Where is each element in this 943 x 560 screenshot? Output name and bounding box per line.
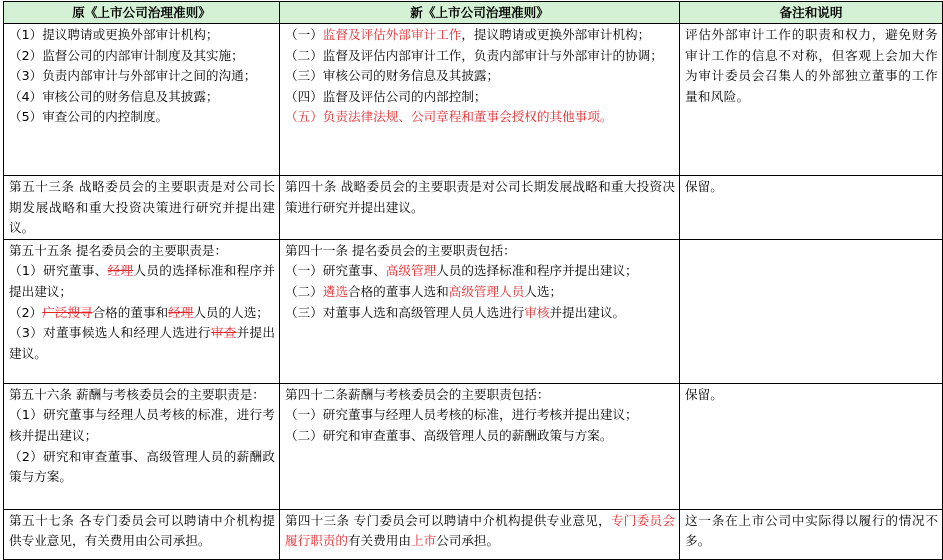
text: ，提议聘请或更换外部审计机构； bbox=[461, 27, 651, 42]
text: 有关费用由 bbox=[347, 533, 411, 549]
added-text: 高级管理人员 bbox=[448, 283, 525, 299]
new-line: （二）监督及评估内部审计工作，负责内部审计与外部审计的协调； bbox=[285, 47, 663, 63]
new-cell bbox=[280, 509, 680, 559]
header-row bbox=[4, 2, 943, 24]
old-line: （4）审核公司的财务信息及其披露； bbox=[9, 88, 219, 104]
header-new-rules: 新《上市公司治理准则》 bbox=[280, 2, 680, 24]
added-text: 审核 bbox=[524, 304, 550, 320]
text: 人选； bbox=[524, 283, 563, 299]
old-line bbox=[9, 323, 275, 364]
new-line: （四）监督及评估公司的内部控制； bbox=[285, 88, 487, 104]
old-line bbox=[9, 303, 275, 324]
text: （2） bbox=[9, 304, 43, 320]
old-line: （5）审查公司的内控制度。 bbox=[9, 109, 169, 125]
old-cell: 第五十三条 战略委员会的主要职责是对公司长期发展战略和重大投资决策进行研究并提出建议。 bbox=[4, 176, 280, 240]
text: 人员的选择标准和程序并提出建议； bbox=[9, 263, 276, 299]
text: （三）对董事人选和高级管理人员人选进行 bbox=[285, 304, 525, 320]
text: 公司承担。 bbox=[436, 533, 500, 549]
new-cell: 第四十条 战略委员会的主要职责是对公司长期发展战略和重大投资决策进行研究并提出建议。 bbox=[280, 176, 680, 240]
notes-cell: 保留。 bbox=[680, 383, 943, 509]
old-cell: 第五十七条 各专门委员会可以聘请中介机构提供专业意见，有关费用由公司承担。 bbox=[4, 509, 280, 559]
new-line: 第四十二条薪酬与考核委员会的主要职责包括： bbox=[285, 386, 550, 402]
text: 人员的人选； bbox=[193, 304, 269, 320]
new-line: （一）研究董事与经理人员考核的标准，进行考核并提出建议； bbox=[285, 407, 638, 423]
added-text: （五）负责法律法规、公司章程和董事会授权的其他事项。 bbox=[285, 109, 613, 125]
old-cell bbox=[4, 239, 280, 383]
text: 合格的董事和 bbox=[92, 304, 169, 320]
old-cell bbox=[4, 24, 280, 176]
table-row bbox=[4, 383, 943, 509]
added-text: 专门委员会履行职责的 bbox=[285, 512, 675, 549]
old-line: （1）提议聘请或更换外部审计机构； bbox=[9, 27, 219, 42]
notes-cell: 这一条在上市公司中实际得以履行的情况不多。 bbox=[680, 509, 943, 559]
header-old-rules: 原《上市公司治理准则》 bbox=[4, 2, 280, 24]
text: 并提出建议。 bbox=[549, 304, 626, 320]
notes-cell: 保留。 bbox=[680, 176, 943, 240]
text: 第四十三条 专门委员会可以聘请中介机构提供专业意见， bbox=[285, 512, 611, 528]
old-line: （2）监督公司的内部审计制度及其实施； bbox=[9, 47, 244, 63]
added-text: 高级管理 bbox=[385, 263, 437, 279]
text: 人员的选择标准和程序并提出建议； bbox=[436, 263, 638, 279]
old-line: 第五十五条 提名委员会的主要职责是： bbox=[9, 242, 228, 258]
notes-cell: 评估外部审计工作的职责和权力，避免财务审计工作的信息不对称，但客观上会加大作为审计委员会召集人的外部独立董事的工作量和风险。 bbox=[680, 24, 943, 176]
deleted-text: 广泛搜寻 bbox=[42, 304, 93, 320]
text: 合格的董事人选和 bbox=[347, 283, 449, 299]
text: （二） bbox=[285, 283, 323, 299]
old-line: （3）负责内部审计与外部审计之间的沟通； bbox=[9, 68, 257, 84]
table-row bbox=[4, 239, 943, 383]
notes-cell bbox=[680, 239, 943, 383]
deleted-text: 经理 bbox=[168, 304, 194, 320]
added-text: 遴选 bbox=[322, 283, 348, 299]
text: （1）研究董事、 bbox=[9, 263, 108, 279]
added-text: 上市 bbox=[410, 533, 437, 549]
new-line bbox=[285, 261, 675, 282]
text: （一） bbox=[285, 27, 323, 42]
deleted-text: 经理 bbox=[107, 263, 134, 279]
new-line bbox=[285, 303, 675, 324]
deleted-text: 审查 bbox=[210, 325, 237, 341]
text: 并提出建议。 bbox=[9, 325, 276, 361]
text: （一）研究董事、 bbox=[285, 263, 386, 279]
old-line bbox=[9, 261, 275, 302]
old-line: 第五十六条 薪酬与考核委员会的主要职责是： bbox=[9, 386, 265, 402]
old-cell bbox=[4, 383, 280, 509]
new-line: 第四十一条 提名委员会的主要职责包括： bbox=[285, 242, 516, 258]
new-line bbox=[285, 282, 675, 303]
new-line: （二）研究和审查董事、高级管理人员的薪酬政策与方案。 bbox=[285, 427, 613, 443]
new-cell bbox=[280, 383, 680, 509]
old-line: （2）研究和审查董事、高级管理人员的薪酬政策与方案。 bbox=[9, 448, 275, 485]
new-cell bbox=[280, 239, 680, 383]
table-row bbox=[4, 509, 943, 559]
table-row bbox=[4, 176, 943, 240]
text: （3）对董事候选人和经理人选进行 bbox=[9, 325, 211, 341]
comparison-table bbox=[3, 1, 943, 560]
new-cell bbox=[280, 24, 680, 176]
header-notes: 备注和说明 bbox=[680, 2, 943, 24]
new-line bbox=[285, 25, 675, 46]
table-row bbox=[4, 24, 943, 176]
added-text: 监督及评估外部审计工作 bbox=[322, 27, 462, 42]
new-line: （三）审核公司的财务信息及其披露； bbox=[285, 68, 500, 84]
old-line: （1）研究董事与经理人员考核的标准，进行考核并提出建议； bbox=[9, 407, 275, 443]
